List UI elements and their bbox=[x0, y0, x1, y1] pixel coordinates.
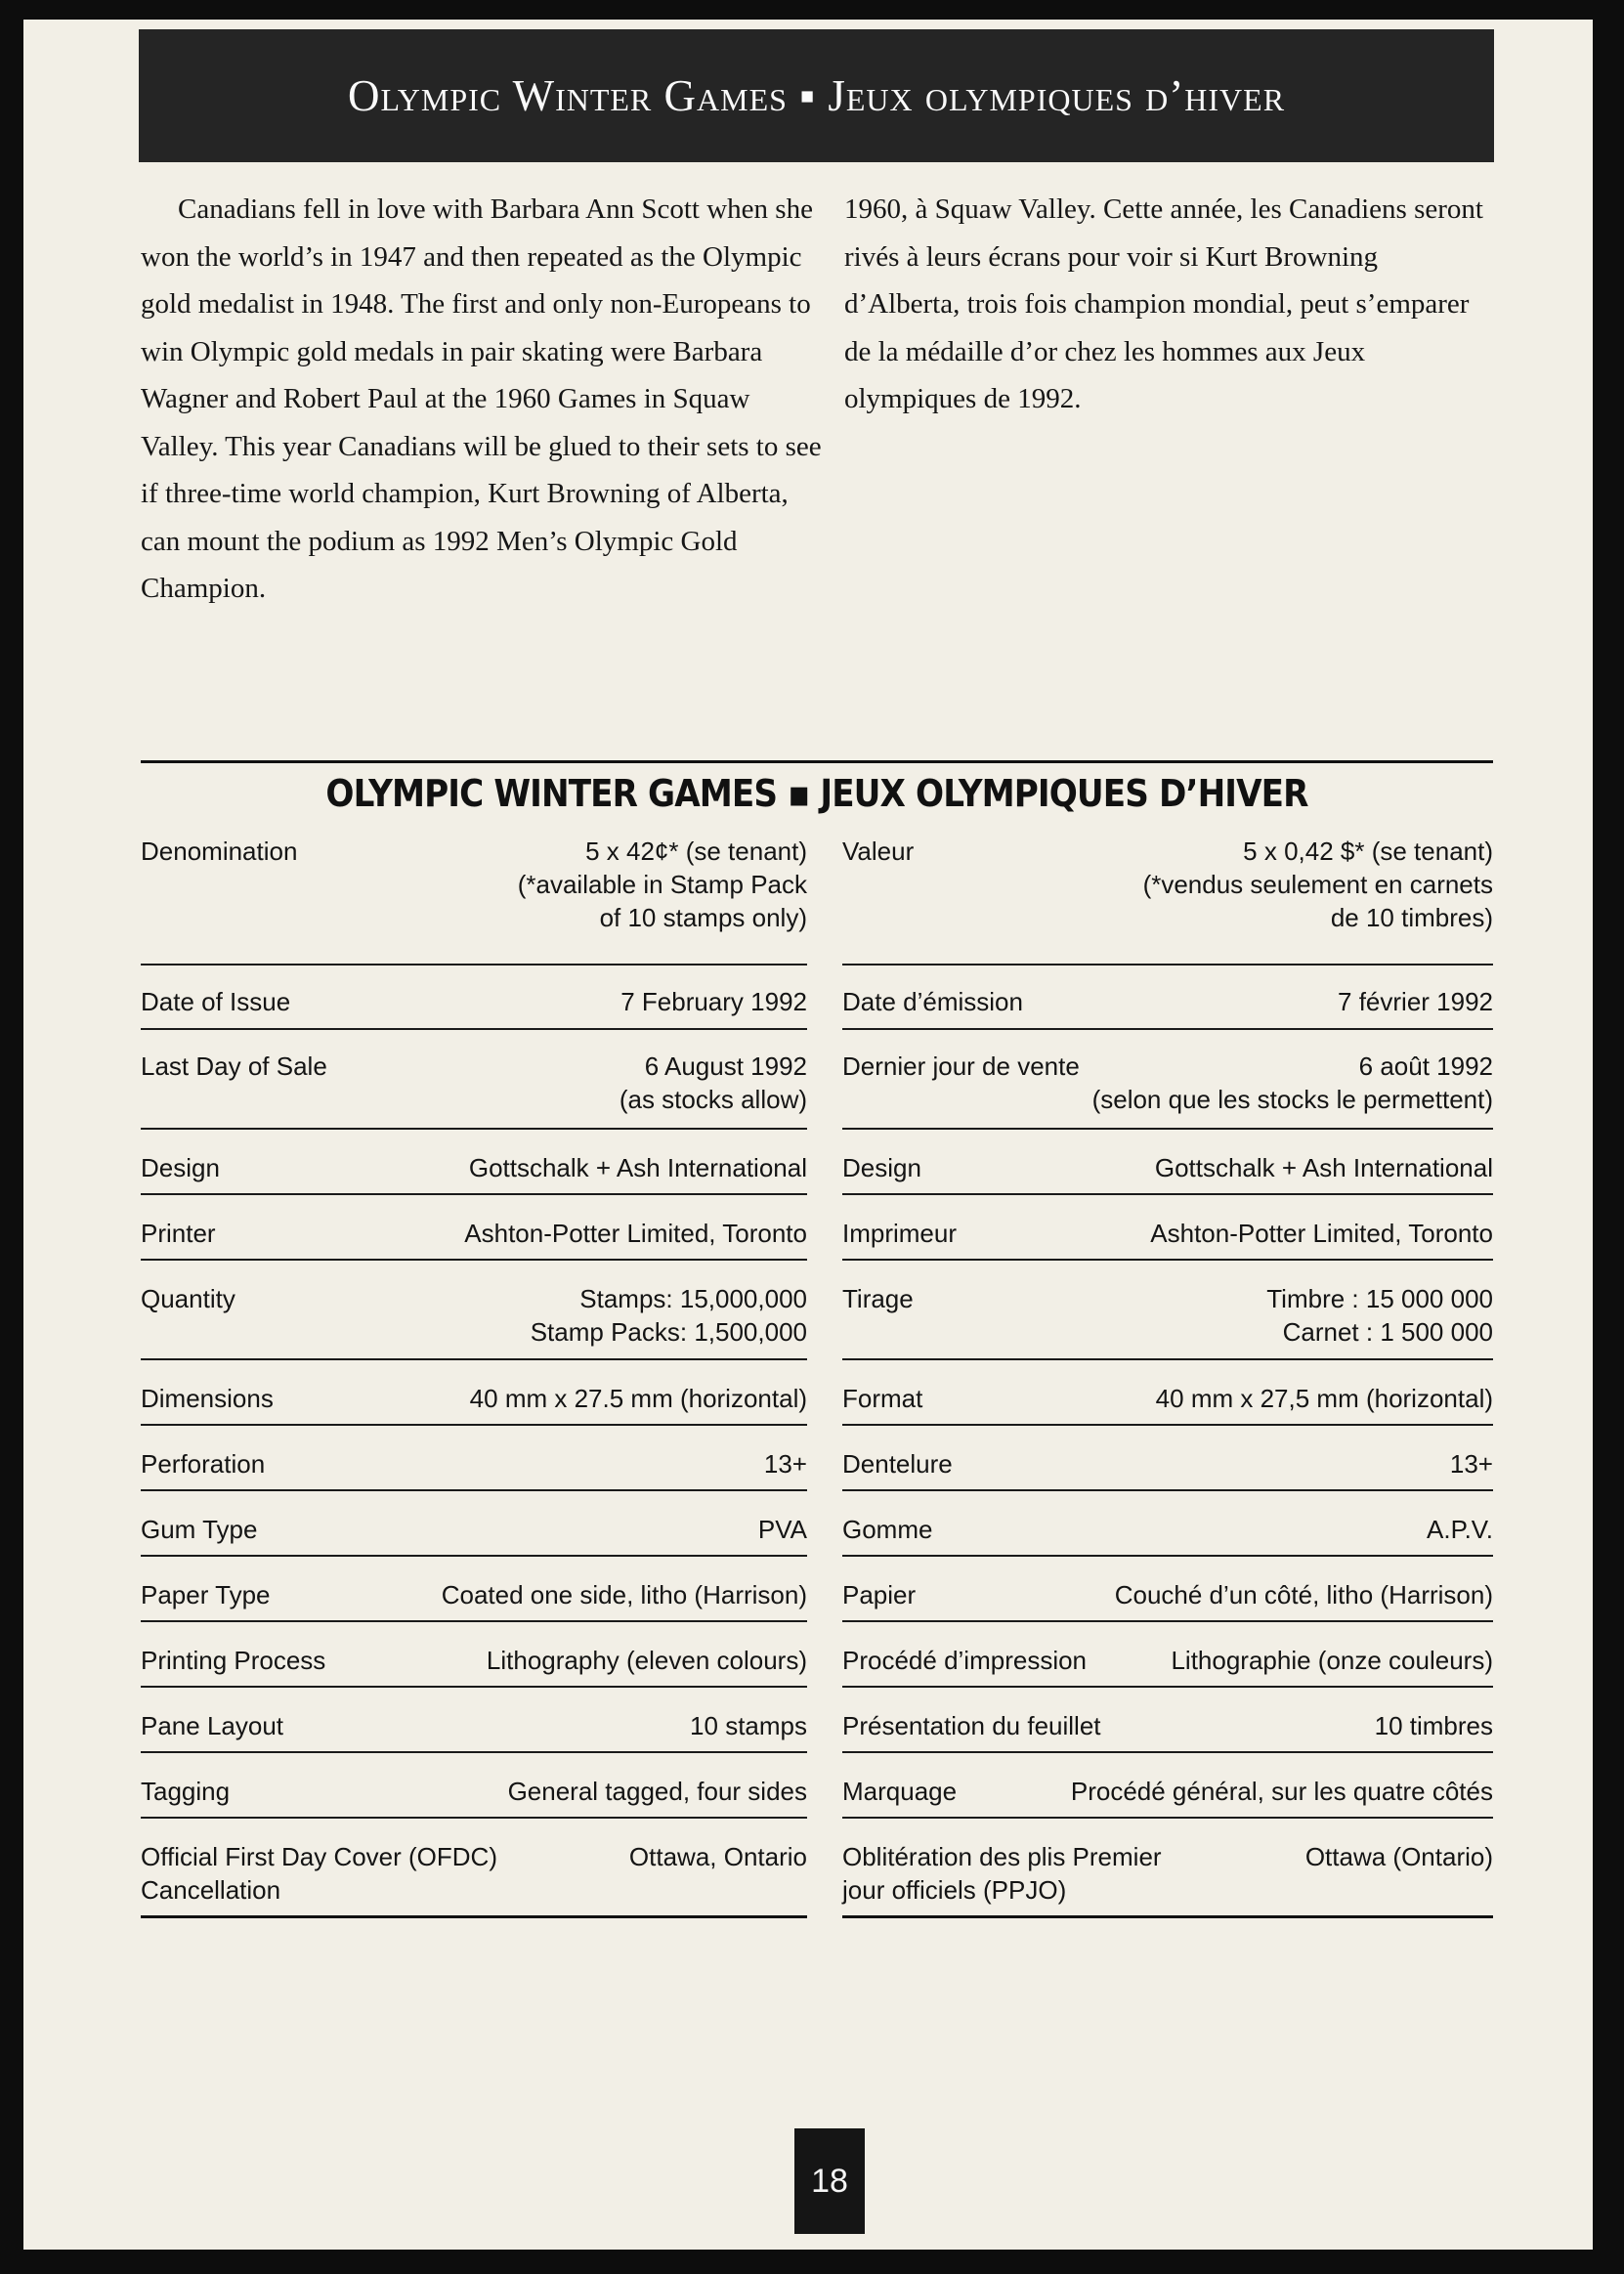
spec-label: Date d’émission bbox=[842, 987, 1023, 1016]
spec-label: Imprimeur bbox=[842, 1219, 958, 1248]
spec-row-gum-type bbox=[141, 1491, 807, 1557]
spec-label: Dimensions bbox=[141, 1384, 274, 1413]
spec-label: Pane Layout bbox=[141, 1711, 284, 1740]
spec-row-date-of-issue bbox=[141, 965, 807, 1030]
spec-row-printing-process bbox=[141, 1622, 807, 1688]
spec-row-format bbox=[842, 1360, 1493, 1426]
spec-row-tirage bbox=[842, 1261, 1493, 1360]
spec-value: 6 août 1992 (selon que les stocks le permettent) bbox=[1091, 1051, 1493, 1114]
page-number-text: 18 bbox=[811, 2162, 848, 2200]
spec-top-rule bbox=[141, 760, 1493, 763]
spec-label: Gomme bbox=[842, 1515, 933, 1544]
spec-label: Dentelure bbox=[842, 1449, 953, 1479]
spec-label: Gum Type bbox=[141, 1515, 258, 1544]
spec-label: Official First Day Cover (OFDC) Cancellation bbox=[141, 1842, 497, 1905]
spec-row-dernier-jour bbox=[842, 1030, 1493, 1130]
spec-value: Coated one side, litho (Harrison) bbox=[441, 1580, 807, 1609]
spec-value: 40 mm x 27.5 mm (horizontal) bbox=[469, 1384, 807, 1413]
intro-english-text: Canadians fell in love with Barbara Ann Scott when she won the world’s in 1947 and then repeated as the Olympic gold medalist in 1948. The first and only non-Europeans to win Olympic gold medals in pair skating were Barbara Wagner and Robert Paul at the 1960 Games in Squaw Valley. This year Canadians will be glued to their sets to see if three-time world champion, Kurt Browning of Alberta, can mount the podium as 1992 Men’s Olympic Gold Champion. bbox=[141, 193, 822, 604]
spec-value: 13+ bbox=[1449, 1449, 1493, 1479]
spec-value: 5 x 0,42 $* (se tenant) (*vendus seulement en carnets de 10 timbres) bbox=[1142, 837, 1493, 932]
spec-row-date-emission bbox=[842, 965, 1493, 1030]
spec-label: Date of Issue bbox=[141, 987, 291, 1016]
spec-row-dimensions bbox=[141, 1360, 807, 1426]
spec-value: Ashton-Potter Limited, Toronto bbox=[1150, 1219, 1493, 1248]
spec-row-imprimeur bbox=[842, 1195, 1493, 1261]
page-header bbox=[139, 29, 1494, 162]
spec-row-procede-impression bbox=[842, 1622, 1493, 1688]
spec-table-french bbox=[842, 833, 1493, 1918]
spec-value: 5 x 42¢* (se tenant) (*available in Stamp Pack of 10 stamps only) bbox=[517, 837, 807, 932]
spec-label: Valeur bbox=[842, 837, 915, 866]
spec-label: Quantity bbox=[141, 1284, 235, 1313]
spec-label: Procédé d’impression bbox=[842, 1646, 1088, 1675]
spec-label: Printer bbox=[141, 1219, 216, 1248]
spec-value: Stamps: 15,000,000 Stamp Packs: 1,500,000 bbox=[530, 1284, 807, 1347]
spec-value: 7 février 1992 bbox=[1338, 987, 1493, 1016]
spec-row-ofdc-cancellation bbox=[141, 1819, 807, 1918]
spec-row-dentelure bbox=[842, 1426, 1493, 1491]
spec-label: Perforation bbox=[141, 1449, 266, 1479]
spec-value: Lithographie (onze couleurs) bbox=[1171, 1646, 1493, 1675]
spec-value: A.P.V. bbox=[1427, 1515, 1493, 1544]
spec-label: Présentation du feuillet bbox=[842, 1711, 1101, 1740]
spec-table-english bbox=[141, 833, 807, 1918]
spec-row-printer bbox=[141, 1195, 807, 1261]
spec-label: Tirage bbox=[842, 1284, 914, 1313]
spec-row-paper-type bbox=[141, 1557, 807, 1622]
spec-value: Lithography (eleven colours) bbox=[486, 1646, 807, 1675]
spec-value: Ottawa, Ontario bbox=[628, 1842, 807, 1871]
spec-row-design bbox=[141, 1130, 807, 1195]
spec-row-presentation-feuillet bbox=[842, 1688, 1493, 1753]
spec-label: Dernier jour de vente bbox=[842, 1051, 1080, 1081]
spec-label: Paper Type bbox=[141, 1580, 271, 1609]
spec-value: Ottawa (Ontario) bbox=[1304, 1842, 1493, 1871]
intro-french bbox=[844, 186, 1494, 423]
spec-value: 6 August 1992 (as stocks allow) bbox=[619, 1051, 807, 1114]
spec-label: Tagging bbox=[141, 1777, 231, 1806]
spec-label: Papier bbox=[842, 1580, 917, 1609]
spec-row-gomme bbox=[842, 1491, 1493, 1557]
spec-row-papier bbox=[842, 1557, 1493, 1622]
intro-french-text: 1960, à Squaw Valley. Cette année, les Canadiens seront rivés à leurs écrans pour voir si Kurt Browning d’Alberta, trois fois champion mondial, peut s’emparer de la médaille d’or chez les hommes aux Jeux olympiques de 1992. bbox=[844, 193, 1483, 414]
spec-row-valeur bbox=[842, 833, 1493, 965]
intro-english bbox=[141, 186, 825, 613]
spec-value: Timbre : 15 000 000 Carnet : 1 500 000 bbox=[1266, 1284, 1493, 1347]
spec-row-tagging bbox=[141, 1753, 807, 1819]
spec-label: Oblitération des plis Premier jour officiels (PPJO) bbox=[842, 1842, 1162, 1905]
spec-label: Printing Process bbox=[141, 1646, 326, 1675]
spec-row-last-day-of-sale bbox=[141, 1030, 807, 1130]
spec-value: Procédé général, sur les quatre côtés bbox=[1070, 1777, 1493, 1806]
booklet-page bbox=[23, 20, 1593, 2250]
spec-value: 40 mm x 27,5 mm (horizontal) bbox=[1155, 1384, 1493, 1413]
spec-value: General tagged, four sides bbox=[507, 1777, 807, 1806]
spec-label: Last Day of Sale bbox=[141, 1051, 327, 1081]
spec-row-quantity bbox=[141, 1261, 807, 1360]
spec-row-pane-layout bbox=[141, 1688, 807, 1753]
spec-label: Denomination bbox=[141, 837, 298, 866]
spec-value: 13+ bbox=[763, 1449, 807, 1479]
spec-title: OLYMPIC WINTER GAMES ▪ JEUX OLYMPIQUES D’HIVER bbox=[325, 772, 1308, 815]
spec-row-marquage bbox=[842, 1753, 1493, 1819]
spec-row-denomination bbox=[141, 833, 807, 965]
page-number bbox=[794, 2128, 865, 2234]
spec-label: Design bbox=[141, 1153, 220, 1182]
spec-value: 10 stamps bbox=[690, 1711, 807, 1740]
header-title: Olympic Winter Games ▪ Jeux olympiques d’hiver bbox=[347, 71, 1286, 120]
spec-label: Design bbox=[842, 1153, 921, 1182]
spec-value: PVA bbox=[757, 1515, 807, 1544]
spec-row-obliteration-ppjo bbox=[842, 1819, 1493, 1918]
spec-row-perforation bbox=[141, 1426, 807, 1491]
spec-value: 7 February 1992 bbox=[620, 987, 807, 1016]
spec-row-design-fr bbox=[842, 1130, 1493, 1195]
spec-value: Couché d’un côté, litho (Harrison) bbox=[1114, 1580, 1493, 1609]
spec-value: 10 timbres bbox=[1374, 1711, 1493, 1740]
spec-value: Gottschalk + Ash International bbox=[468, 1153, 807, 1182]
spec-label: Format bbox=[842, 1384, 923, 1413]
spec-label: Marquage bbox=[842, 1777, 958, 1806]
spec-value: Ashton-Potter Limited, Toronto bbox=[464, 1219, 807, 1248]
spec-value: Gottschalk + Ash International bbox=[1154, 1153, 1493, 1182]
